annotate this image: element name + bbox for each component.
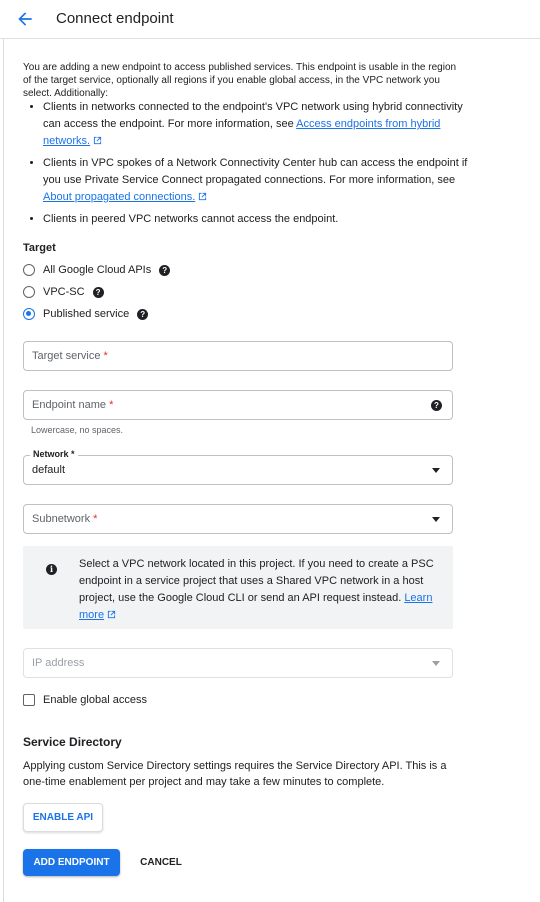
list-item: • Clients in networks connected to the endpoint's VPC network using hybrid connectivity can access the endpoint. For more information, see Access endpoints from hybrid networks. xyxy=(43,99,473,150)
service-directory-description: Applying custom Service Directory settings requires the Service Directory API. This is a one-time enablement per project and may take a few minutes to complete. xyxy=(23,760,447,788)
endpoint-name-input[interactable]: Endpoint name * ? xyxy=(23,390,453,420)
radio-button[interactable] xyxy=(23,286,35,298)
radio-vpc-sc[interactable]: VPC-SC ? xyxy=(23,284,104,300)
subnetwork-select[interactable]: Subnetwork * xyxy=(23,504,453,534)
network-select[interactable] xyxy=(23,449,453,485)
radio-button-selected[interactable] xyxy=(23,308,35,320)
external-link-icon xyxy=(93,136,102,145)
dropdown-arrow-icon xyxy=(432,517,440,522)
intro-text: You are adding a new endpoint to access published services. This endpoint is usable in the region of the target service, optionally all regions if you enable global access, in the VPC network you select. Additionally: xyxy=(23,62,457,99)
external-link-icon xyxy=(107,610,116,619)
help-icon[interactable]: ? xyxy=(431,400,442,411)
service-directory-title: Service Directory xyxy=(23,735,122,749)
hybrid-networks-link[interactable]: Access endpoints from hybrid networks. xyxy=(43,118,441,147)
radio-all-google-apis[interactable]: All Google Cloud APIs ? xyxy=(23,262,170,278)
help-icon[interactable]: ? xyxy=(159,265,170,276)
endpoint-name-hint: Lowercase, no spaces. xyxy=(31,425,124,435)
ip-address-select[interactable]: IP address xyxy=(23,648,453,678)
help-icon[interactable]: ? xyxy=(93,287,104,298)
enable-api-button[interactable]: ENABLE API xyxy=(23,803,103,832)
info-bullets xyxy=(23,99,473,233)
target-label: Target xyxy=(23,242,56,254)
network-value: default xyxy=(32,464,66,476)
info-text: Select a VPC network located in this project. If you need to create a PSC endpoint in a service project that uses a Shared VPC network in a host project, use the Google Cloud CLI or send an API request instead. Learn more xyxy=(79,558,434,621)
enable-global-access-checkbox[interactable]: Enable global access xyxy=(23,694,147,706)
panel-divider xyxy=(3,39,4,902)
dropdown-arrow-icon xyxy=(432,468,440,473)
add-endpoint-button[interactable]: ADD ENDPOINT xyxy=(23,849,120,876)
network-label: Network * xyxy=(30,449,78,459)
cancel-button[interactable]: CANCEL xyxy=(140,857,182,868)
info-icon: i xyxy=(46,564,57,575)
checkbox[interactable] xyxy=(23,694,35,706)
dropdown-arrow-icon xyxy=(432,661,440,666)
list-item: • Clients in VPC spokes of a Network Connectivity Center hub can access the endpoint if you use Private Service Connect propagated connections. For more information, see About propagated connections. xyxy=(43,155,473,206)
learn-more-link[interactable]: Learn more xyxy=(79,592,433,621)
help-icon[interactable]: ? xyxy=(137,309,148,320)
page-header xyxy=(0,0,540,39)
info-banner xyxy=(23,546,453,629)
propagated-connections-link[interactable]: About propagated connections. xyxy=(43,191,196,203)
page-title: Connect endpoint xyxy=(56,10,174,27)
target-service-input[interactable]: Target service * xyxy=(23,341,453,371)
radio-button[interactable] xyxy=(23,264,35,276)
radio-published-service[interactable]: Published service ? xyxy=(23,306,148,322)
external-link-icon xyxy=(198,192,207,201)
arrow-back-icon[interactable] xyxy=(15,9,35,29)
list-item: • Clients in peered VPC networks cannot access the endpoint. xyxy=(43,211,473,228)
